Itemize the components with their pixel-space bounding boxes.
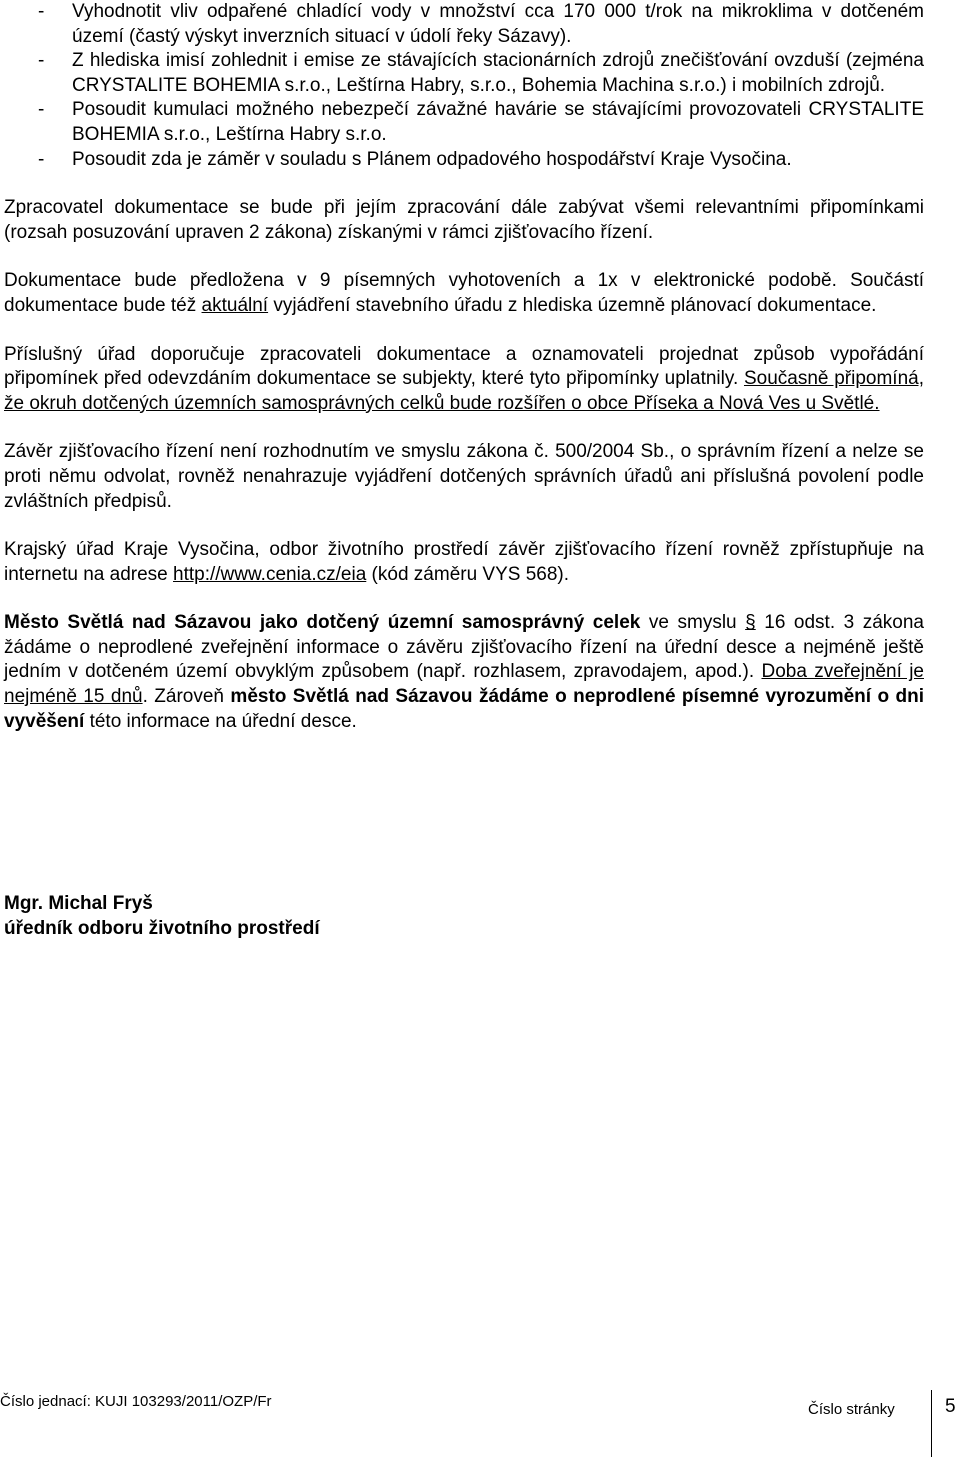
document-body — [4, 0, 924, 734]
page-number-label: Číslo stránky — [808, 1401, 895, 1418]
list-item-text: Posoudit kumulaci možného nebezpečí závažné havárie se stávajícími provozovateli CRYSTALITE BOHEMIA s.r.o., Leštírna Habry s.r.o. — [72, 99, 924, 145]
paragraph-sign: § — [745, 612, 756, 634]
paragraph-krajsky-urad: Krajský úřad Kraje Vysočina, odbor životního prostředí závěr zjišťovacího řízení rovněž zpřístupňuje na internetu na adrese http://www.cenia.cz/eia (kód záměru VYS 568). — [4, 539, 924, 585]
paragraph-mesto: Město Světlá nad Sázavou jako dotčený územní samosprávný celek ve smyslu § 16 odst. 3 zákona žádáme o neprodlené zveřejnění informace o závěru zjišťovacího řízení na úřední desce a nejméně ještě jedním v dotčeném území obvyklým způsobem (např. rozhlasem, zpravodajem, apod.). Doba zveřejnění je nejméně 15 dnů. Zároveň město Světlá nad Sázavou žádáme o neprodlené písemné vyrozumění o dni vyvěšení této informace na úřední desce. — [4, 612, 924, 732]
signature-role: úředník odboru životního prostředí — [4, 918, 320, 939]
paragraph-zaver: Závěr zjišťovacího řízení není rozhodnutím ve smyslu zákona č. 500/2004 Sb., o správním řízení a nelze se proti němu odvolat, rovněž nenahrazuje vyjádření dotčených správních úřadů ani příslušná povolení podle zvláštních předpisů. — [4, 441, 924, 512]
list-item — [4, 0, 924, 49]
underlined-doba: Doba zveřejnění je nejméně 15 dnů — [4, 661, 924, 708]
list-item-text: Vyhodnotit vliv odpařené chladící vody v množství cca 170 000 t/rok na mikroklima v dotčeném území (častý výskyt inverzních situací v údolí řeky Sázavy). — [72, 1, 924, 47]
list-item — [4, 148, 924, 173]
signature-block — [4, 891, 320, 941]
underlined-notice: Současně připomíná, že okruh dotčených územních samosprávných celků bude rozšířen o obce Příseka a Nová Ves u Světlé. — [4, 368, 924, 414]
paragraph-zpracovatel: Zpracovatel dokumentace se bude při jejím zpracování dále zabývat všemi relevantními připomínkami (rozsah posuzování upraven 2 zákona) získanými v rámci zjišťovacího řízení. — [4, 197, 924, 243]
bullet-dash: - — [38, 148, 45, 170]
page-number: 5 — [945, 1396, 956, 1417]
list-item-text: Posoudit zda je záměr v souladu s Plánem odpadového hospodářství Kraje Vysočina. — [72, 148, 792, 170]
requirements-list — [4, 0, 924, 172]
underlined-aktualni: aktuální — [201, 294, 269, 316]
bullet-dash: - — [38, 1, 45, 22]
list-item — [4, 49, 924, 98]
list-item — [4, 98, 924, 147]
footer-divider — [931, 1390, 932, 1457]
signature-name: Mgr. Michal Fryš — [4, 893, 153, 914]
reference-number: Číslo jednací: KUJI 103293/2011/OZP/Fr — [0, 1393, 272, 1410]
paragraph-dokumentace: Dokumentace bude předložena v 9 písemných vyhotoveních a 1x v elektronické podobě. Součástí dokumentace bude též aktuální vyjádření stavebního úřadu z hlediska územně plánovací dokumentace. — [4, 270, 924, 316]
list-item-text: Z hlediska imisí zohlednit i emise ze stávajících stacionárních zdrojů znečišťování ovzduší (zejména CRYSTALITE BOHEMIA s.r.o., Leštírna Habry, s.r.o., Bohemia Machina s.r.o.) i mobilních zdrojů. — [72, 50, 924, 96]
page-footer — [0, 1390, 960, 1457]
cenia-link[interactable]: http://www.cenia.cz/eia — [173, 563, 367, 585]
bullet-dash: - — [38, 50, 45, 72]
paragraph-prislusny-urad: Příslušný úřad doporučuje zpracovateli dokumentace a oznamovateli projednat způsob vypořádání připomínek před odevzdáním dokumentace se subjekty, které tyto připomínky uplatnily. Současně připomíná, že okruh dotčených územních samosprávných celků bude rozšířen o obce Příseka a Nová Ves u Světlé. — [4, 343, 924, 414]
bullet-dash: - — [38, 99, 45, 121]
